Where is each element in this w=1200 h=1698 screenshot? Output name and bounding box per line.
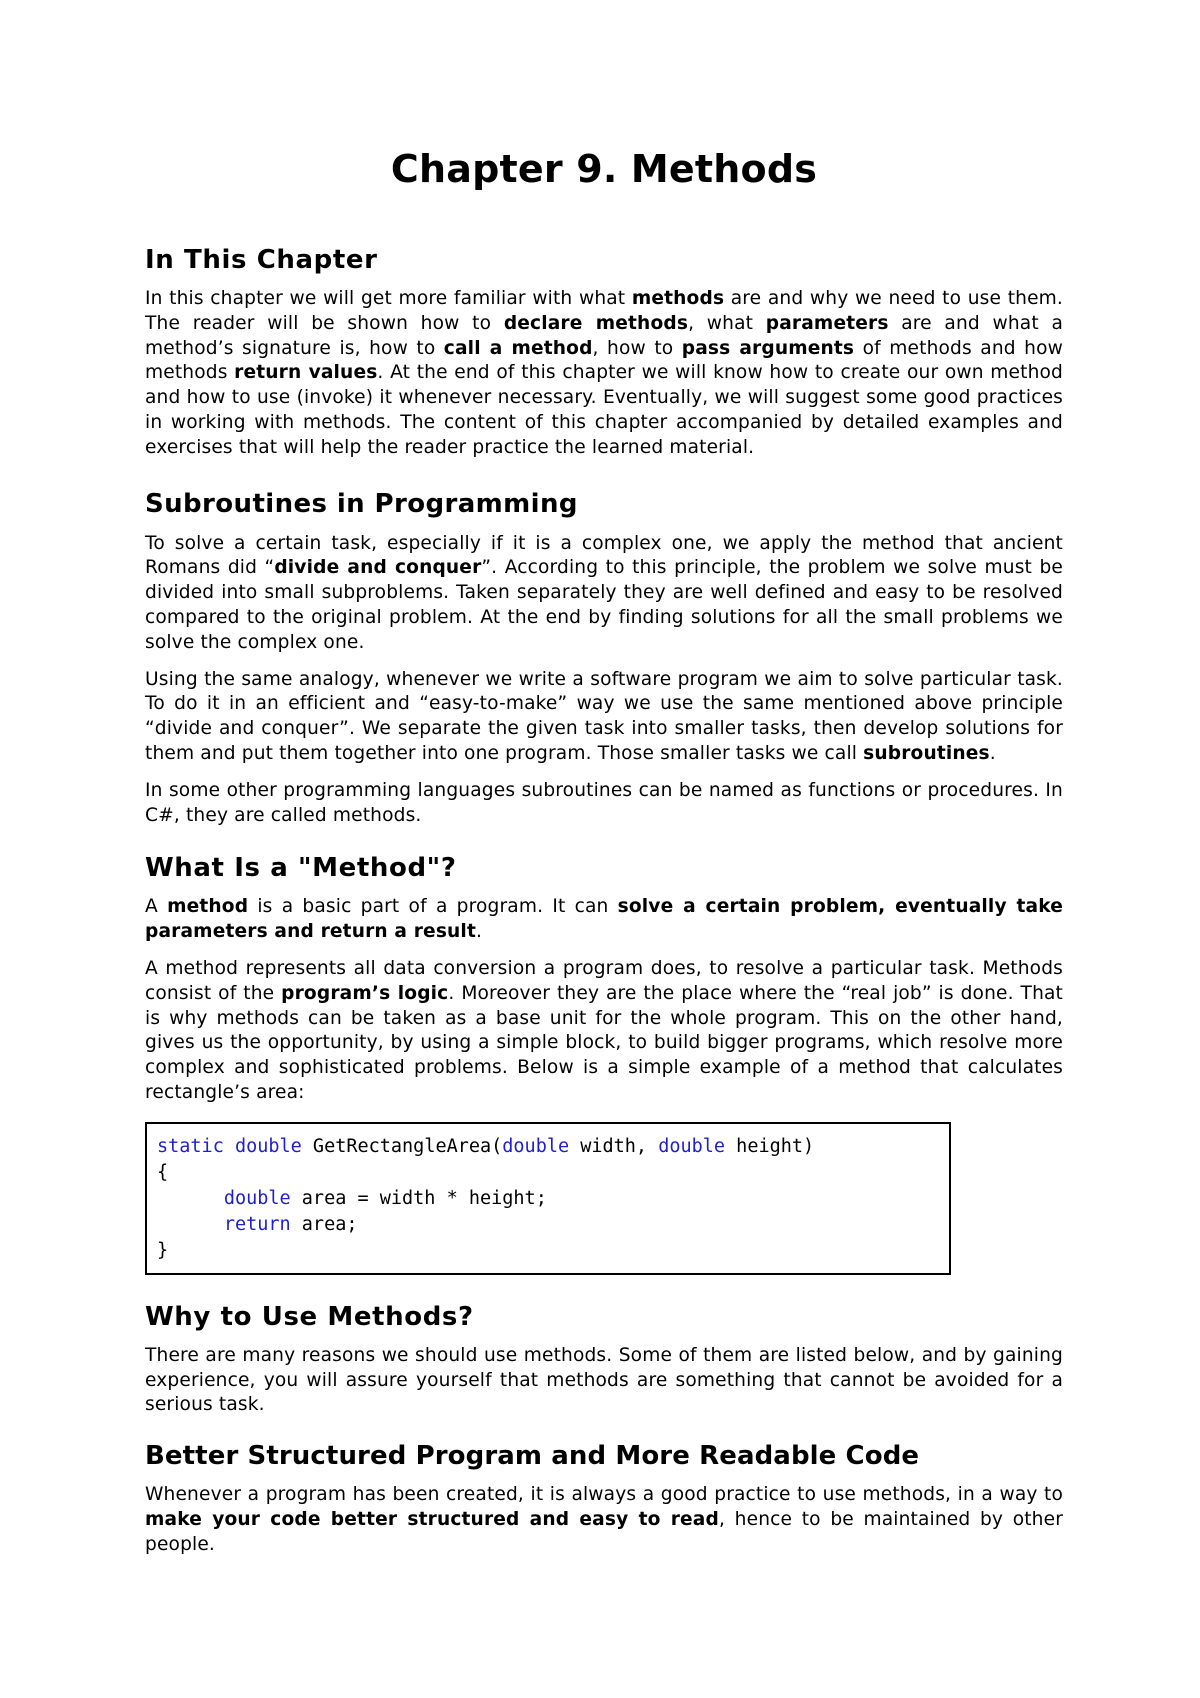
chapter-title: Chapter 9. Methods <box>390 147 818 191</box>
code-text: } <box>157 1240 169 1262</box>
code-text: height) <box>725 1135 815 1157</box>
code-keyword: double <box>223 1188 291 1210</box>
code-line <box>157 1134 949 1160</box>
bold-term: parameters <box>765 312 889 334</box>
paragraph-what-is-method-2: A method represents all data conversion a program does, to resolve a particular task. Methods consist of the program’s logic. Moreover they are the place where the “real job” is done. That is why methods can be taken as a base unit for the whole program. This on the other hand, gives us the opportunity, by using a simple block, to build bigger programs, which resolve more complex and sophisticated problems. Below is a simple example of a method that calculates rectangle’s area: <box>145 957 1063 1103</box>
code-keyword: double <box>658 1135 726 1157</box>
heading-better-structured: Better Structured Program and More Readable Code <box>145 1441 920 1472</box>
bold-term: pass arguments <box>681 337 855 359</box>
code-line <box>157 1238 949 1264</box>
code-line <box>157 1212 949 1238</box>
paragraph-better-structured: Whenever a program has been created, it is always a good practice to use methods, in a way to make your code better structured and easy to read, hence to be maintained by other people. <box>145 1484 1063 1555</box>
code-text: { <box>157 1161 169 1183</box>
paragraph-in-this-chapter: In this chapter we will get more familiar with what methods are and why we need to use them. The reader will be shown how to declare methods, what parameters are and what a method’s signature is, how to call a method, how to pass arguments of methods and how methods return values. At the end of this chapter we will know how to create our own method and how to use (invoke) it whenever necessary. Eventually, we will suggest some good practices in working with methods. The content of this chapter accompanied by detailed examples and exercises that will help the reader practice the learned material. <box>145 288 1063 458</box>
paragraph-why-use-methods: There are many reasons we should use methods. Some of them are listed below, and by gaining experience, you will assure yourself that methods are something that cannot be avoided for a serious task. <box>145 1344 1063 1416</box>
bold-term: solve a certain problem, eventually take parameters and return a result <box>145 896 1063 943</box>
code-keyword: double <box>502 1135 570 1157</box>
code-text: width, <box>569 1135 659 1157</box>
bold-term: divide and conquer <box>274 557 482 579</box>
bold-term: methods <box>631 288 725 309</box>
heading-why-use-methods: Why to Use Methods? <box>145 1301 474 1332</box>
bold-term: make your code better structured and easy to read <box>145 1508 719 1530</box>
paragraph-subroutines-3: In some other programming languages subroutines can be named as functions or procedures. In C#, they are called methods. <box>145 779 1063 826</box>
code-example-box <box>145 1122 951 1275</box>
bold-term: return values <box>234 362 378 384</box>
paragraph-subroutines-2: Using the same analogy, whenever we write a software program we aim to solve particular task. To do it in an efficient and “easy-to-make” way we use the same mentioned above principle “divide and conquer”. We separate the given task into smaller tasks, then develop solutions for them and put them together into one program. Those smaller tasks we call subroutines. <box>145 668 1063 764</box>
bold-term: declare methods <box>503 312 689 334</box>
heading-what-is-method: What Is a "Method"? <box>145 853 457 884</box>
heading-in-this-chapter: In This Chapter <box>145 245 378 275</box>
bold-term: subroutines <box>863 742 990 764</box>
bold-term: method <box>167 896 249 918</box>
paragraph-subroutines-1: To solve a certain task, especially if it is a complex one, we apply the method that ancient Romans did “divide and conquer”. According to this principle, the problem we solve must be divided into small subproblems. Taken separately they are well defined and easy to be resolved compared to the original problem. At the end by finding solutions for all the small problems we solve the complex one. <box>145 532 1063 653</box>
document-page <box>145 0 1063 1558</box>
code-text <box>157 1214 224 1235</box>
code-line <box>157 1186 949 1212</box>
code-text <box>224 1136 235 1157</box>
code-text: area = width * height; <box>290 1188 547 1210</box>
bold-term: program’s logic <box>281 982 449 1004</box>
paragraph-what-is-method-1: A method is a basic part of a program. It can solve a certain problem, eventually take parameters and return a result. <box>145 896 1063 943</box>
code-keyword: double <box>234 1135 302 1157</box>
code-keyword: static <box>157 1135 224 1157</box>
code-line <box>157 1160 949 1186</box>
code-text <box>157 1188 224 1209</box>
heading-subroutines: Subroutines in Programming <box>145 488 578 519</box>
bold-term: call a method <box>443 337 593 359</box>
code-text: GetRectangleArea( <box>301 1135 503 1157</box>
code-text: area; <box>290 1214 358 1236</box>
code-keyword: return <box>223 1214 291 1236</box>
